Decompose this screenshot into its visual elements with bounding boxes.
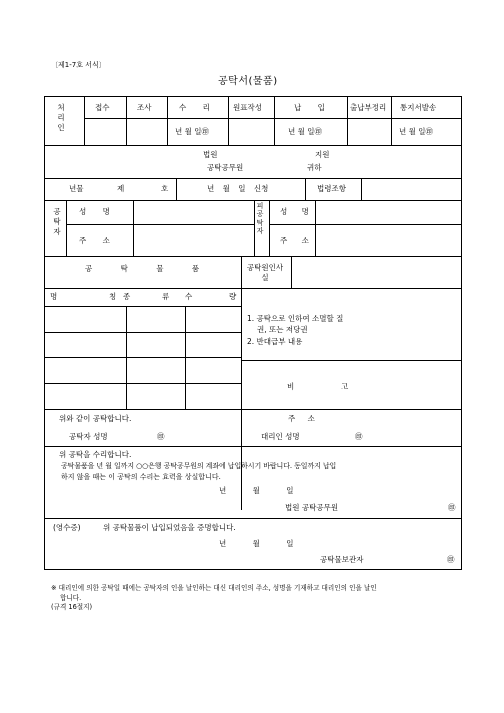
- note-line-2: 2. 반대급부 내용: [247, 337, 303, 346]
- footer-reference: (규격 16절지): [51, 603, 93, 611]
- approval-side-label: 처리인: [57, 103, 65, 133]
- footer-note-2: 합니다.: [60, 594, 82, 602]
- approval-date-acceptance: 년 월 일㊞: [175, 127, 210, 136]
- declaration-text: 위와 같이 공탁합니다.: [59, 414, 132, 423]
- col-name-label: 명: [50, 292, 58, 301]
- court-label: 법원: [203, 150, 218, 159]
- approval-col-notice: 통지서발송: [400, 103, 437, 112]
- items-section-label: 공 탁 물 품: [85, 264, 200, 273]
- approval-col-cashbook: 출납부정리: [350, 103, 387, 112]
- col-qty-label-2: 량: [229, 292, 237, 301]
- approval-date-notice: 년 월 일㊞: [399, 127, 434, 136]
- depositor-name-label: 성 명: [79, 207, 110, 216]
- receipt-keeper: 공탁물보관자: [320, 555, 364, 564]
- col-kind-label-2: 류: [162, 292, 170, 301]
- col-qty-label: 수: [185, 292, 193, 301]
- depositor-seal: ㊞: [157, 432, 165, 441]
- branch-label: 지원: [315, 150, 330, 159]
- statute-label: 법령조항: [317, 184, 346, 193]
- case-no-prefix: 제: [117, 184, 125, 193]
- depositor-address-label: 주 소: [79, 236, 110, 245]
- agent-signature-label: 대리인 성명: [261, 432, 300, 441]
- acceptance-official: 법원 공탁공무원: [285, 503, 339, 512]
- page-title: 공탁서(물품): [218, 76, 278, 87]
- remarks-label-2: 고: [341, 382, 349, 391]
- approval-col-payment: 납 입: [294, 103, 325, 112]
- acceptance-line-1: 위 공탁을 수리합니다.: [59, 450, 132, 459]
- acceptance-line-3: 하지 않을 때는 이 공탁의 수리는 효력을 상실합니다.: [61, 473, 221, 481]
- payee-side-label: 피공탁자: [256, 202, 264, 236]
- depositor-signature-label: 공탁자 성명: [69, 432, 108, 441]
- case-no-suffix: 호: [161, 184, 169, 193]
- form-code: 〔제1-7호 서식〕: [51, 61, 106, 69]
- remarks-label: 비: [287, 382, 295, 391]
- note-line-1: 1. 공탁으로 인하여 소멸할 질: [247, 314, 344, 323]
- depositor-side-label: 공탁자: [53, 207, 61, 237]
- receipt-text: 위 공탁물품이 납입되었음을 증명합니다.: [103, 523, 236, 532]
- deposit-form: [44, 96, 462, 570]
- official-label: 공탁공무원: [207, 163, 244, 172]
- receipt-seal: ㊞: [447, 555, 455, 564]
- approval-col-ledger: 원표작성: [233, 103, 262, 112]
- payee-name-label: 성 명: [280, 207, 309, 216]
- note-line-1b: 권, 또는 저당권: [257, 325, 308, 334]
- footer-note: ※ 대리인에 의한 공탁일 때에는 공탁자의 인을 날인하는 대신 대리인의 주소, 성명을 기재하고 대리인의 인을 날인: [51, 584, 377, 592]
- col-name-label-2: 칭: [109, 292, 117, 301]
- approval-col-investigation: 조사: [137, 103, 152, 112]
- case-year: 년물: [69, 184, 84, 193]
- addressee-suffix: 귀하: [307, 163, 322, 172]
- application-date: 년 월 일 신청: [207, 184, 269, 193]
- col-kind-label: 종: [123, 292, 131, 301]
- acceptance-seal: ㊞: [448, 503, 456, 512]
- acceptance-date: 년 월 일: [219, 486, 294, 495]
- deposit-cause-label: 공탁원인사 실: [246, 263, 284, 283]
- approval-col-acceptance: 수 리: [179, 103, 210, 112]
- receipt-label: (영수증): [53, 523, 81, 532]
- approval-col-receipt: 접수: [95, 103, 110, 112]
- payee-address-label: 주 소: [280, 236, 309, 245]
- acceptance-line-2: 공탁물품을 년 월 일까지 ○○은행 공탁공무원의 계좌에 납입하시기 바랍니다. 동일까지 납입: [61, 462, 337, 470]
- agent-seal: ㊞: [355, 432, 363, 441]
- approval-date-payment: 년 월 일㊞: [288, 127, 323, 136]
- receipt-date: 년 월 일: [219, 539, 294, 548]
- declaration-address-label: 주 소: [288, 414, 315, 423]
